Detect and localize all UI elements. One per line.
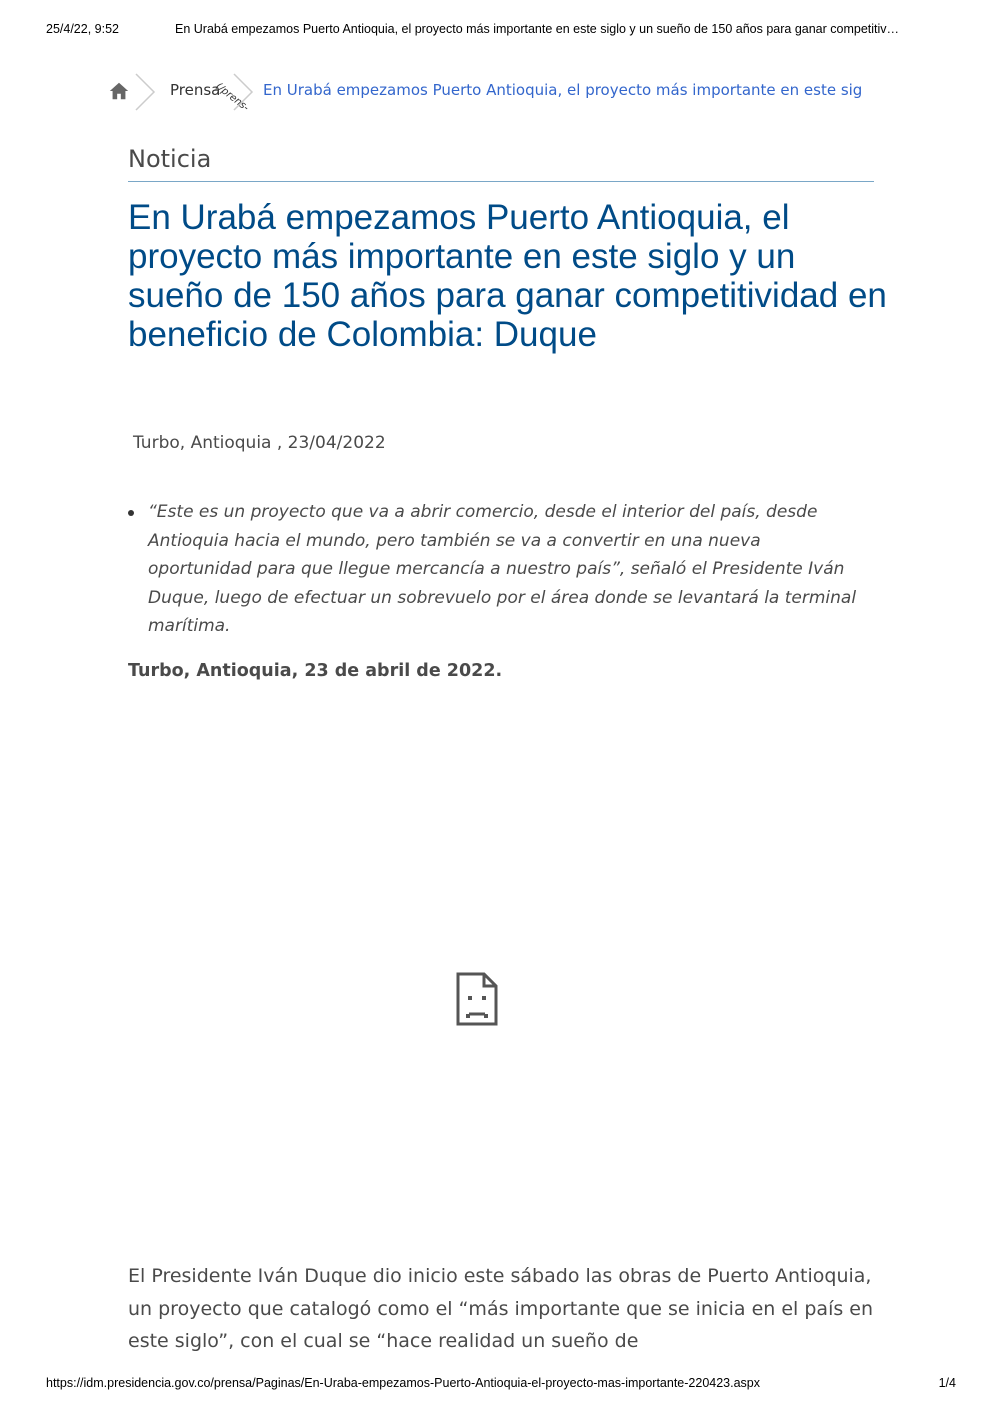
chevron-right-icon [232,72,254,112]
article-body-paragraph: El Presidente Iván Duque dio inicio este sábado las obras de Puerto Antioquia, un proyecto que catalogó como el “más importante que se inicia en el país en este siglo”, con el cual se “hace realidad un sueño de [128,1265,874,1352]
print-datetime: 25/4/22, 9:52 [46,22,119,36]
chevron-right-icon [134,72,156,112]
article-headline: En Urabá empezamos Puerto Antioquia, el proyecto más importante en este siglo y un sueño de 150 años para ganar competitividad en beneficio de Colombia: Duque [128,198,887,354]
summary-quote: “Este es un proyecto que va a abrir comercio, desde el interior del país, desde Antioquia hacia el mundo, pero también se va a convertir en una nueva oportunidad para que llegue mercancía a nuestro país”, señaló el Presidente Iván Duque, luego de efectuar un sobrevuelo por el área donde se levantará la terminal marítima. [148,502,857,636]
place-date-line: Turbo, Antioquia, 23 de abril de 2022. [128,661,503,681]
summary-bullets [128,498,868,641]
breadcrumb-prensa-link[interactable]: Prensa [170,81,221,99]
print-url: https://idm.presidencia.gov.co/prensa/Paginas/En-Uraba-empezamos-Puerto-Antioquia-el-proyecto-mas-importante-220423.aspx [46,1376,761,1390]
article-dateline: Turbo, Antioquia , 23/04/2022 [133,433,386,453]
broken-image-icon [456,972,498,1026]
list-item [128,498,868,641]
breadcrumb [108,72,898,112]
breadcrumb-slug: (/prens- [213,81,251,114]
print-footer [46,1376,956,1390]
section-divider [128,181,874,182]
home-icon[interactable] [108,80,130,102]
section-label: Noticia [128,145,212,173]
print-page-title: En Urabá empezamos Puerto Antioquia, el proyecto más importante en este siglo y un sueño de 150 años para ganar competitiv… [175,22,900,36]
breadcrumb-current-page[interactable]: En Urabá empezamos Puerto Antioquia, el proyecto más importante en este sig [263,81,863,99]
bullet-icon [128,510,134,516]
print-page-number: 1/4 [938,1376,956,1390]
